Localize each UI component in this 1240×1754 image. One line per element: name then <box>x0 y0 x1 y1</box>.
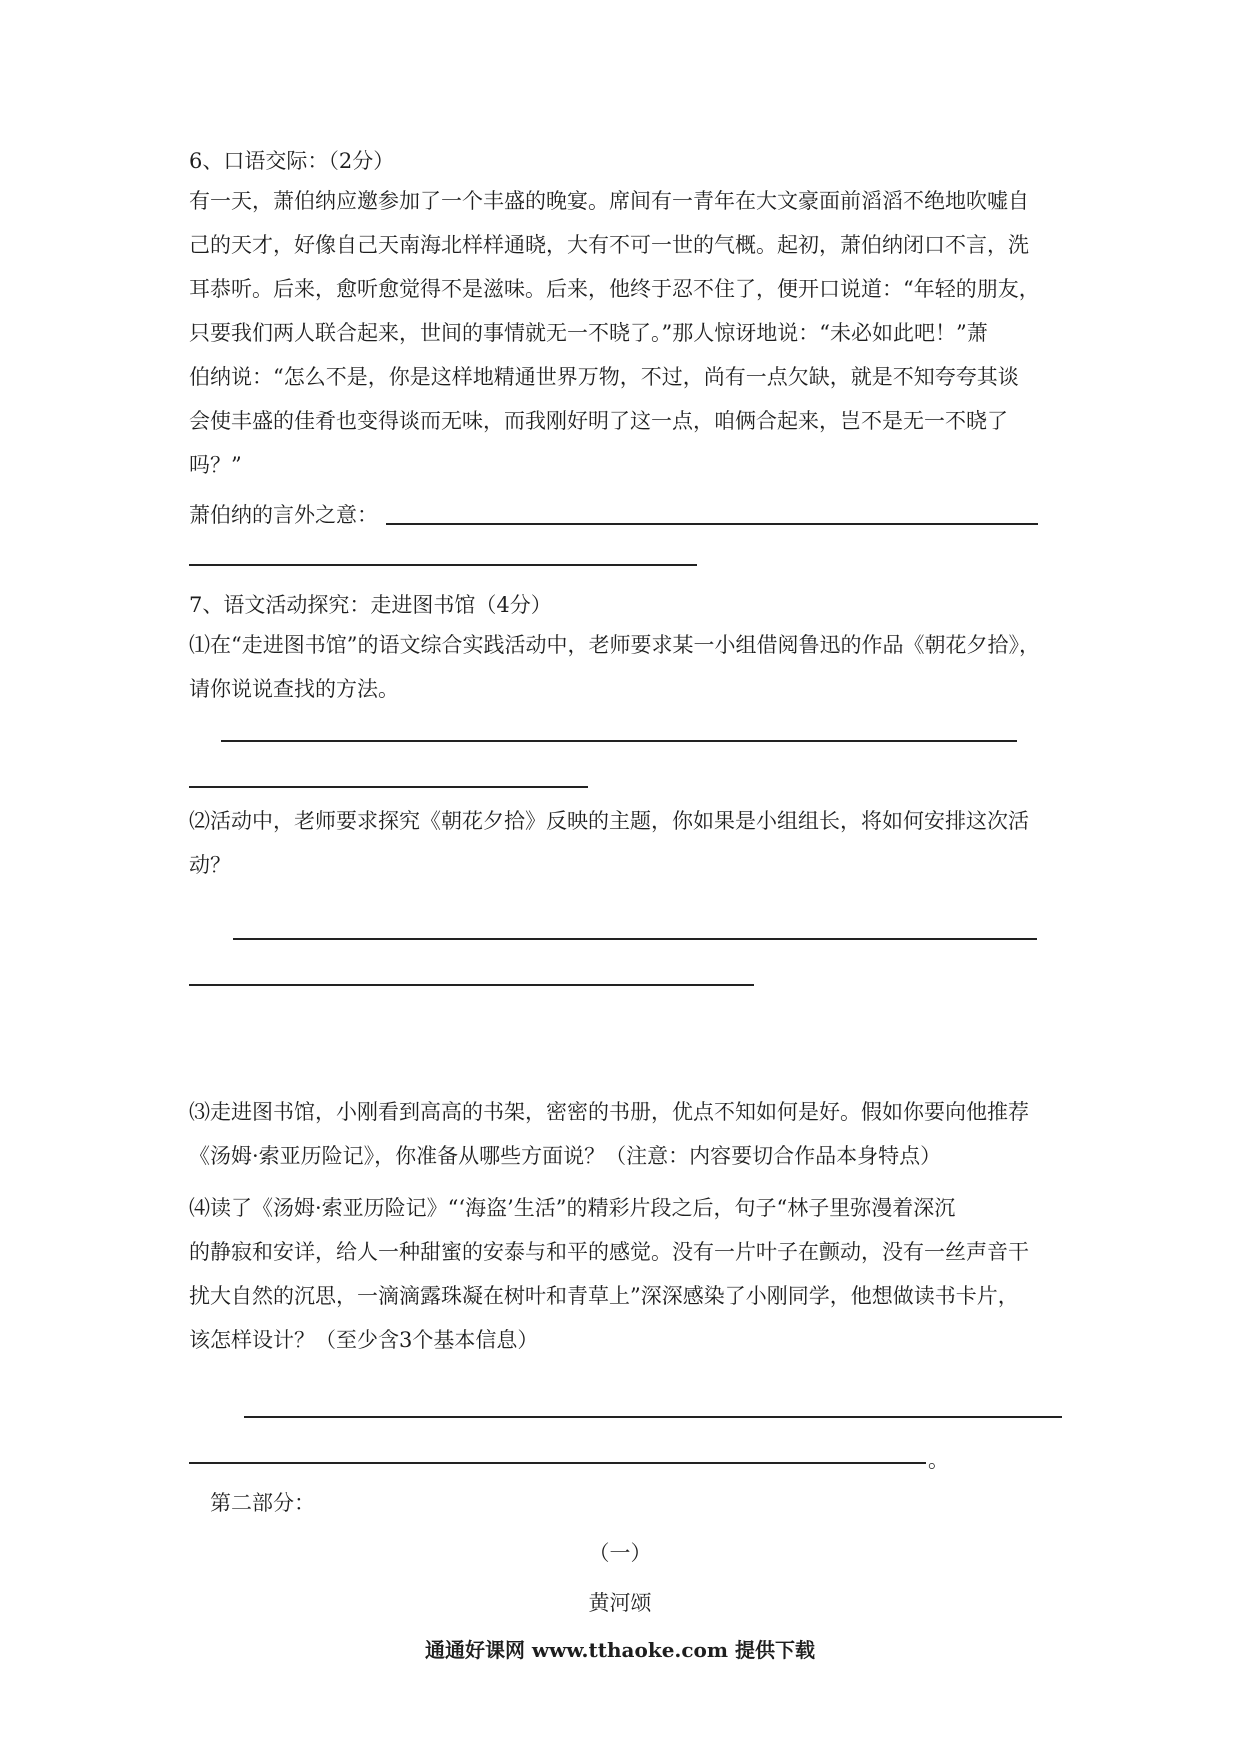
q6-text-line: 有一天，萧伯纳应邀参加了一个丰盛的晚宴。席间有一青年在大文豪面前滔滔不绝地吹嘘自 <box>189 189 1029 213</box>
part2-label: 第二部分： <box>210 1491 315 1515</box>
answer-line[interactable] <box>189 564 697 566</box>
q7-sub3-line: 《汤姆·索亚历险记》，你准备从哪些方面说？（注意：内容要切合作品本身特点） <box>189 1144 942 1168</box>
end-mark: 。 <box>928 1448 949 1472</box>
q7-sub2-line: 动？ <box>189 853 231 877</box>
q6-heading: 6、口语交际：（2分） <box>189 149 395 173</box>
q6-text-line: 己的天才，好像自己天南海北样样通晓，大有不可一世的气概。起初，萧伯纳闭口不言，洗 <box>189 233 1029 257</box>
q6-prompt: 萧伯纳的言外之意： <box>189 503 378 527</box>
q7-sub3-line: ⑶走进图书馆，小刚看到高高的书架，密密的书册，优点不知如何是好。假如你要向他推荐 <box>189 1100 1029 1124</box>
q7-sub4-line: 该怎样设计？（至少含3个基本信息） <box>189 1328 539 1352</box>
q7-sub4-line: 扰大自然的沉思，一滴滴露珠凝在树叶和青草上”深深感染了小刚同学，他想做读书卡片， <box>189 1284 1019 1308</box>
answer-line[interactable] <box>189 1462 926 1464</box>
q7-sub2-line: ⑵活动中，老师要求探究《朝花夕拾》反映的主题，你如果是小组组长，将如何安排这次活 <box>189 809 1029 833</box>
answer-line[interactable] <box>244 1416 1062 1418</box>
section-title: 黄河颂 <box>588 1591 652 1615</box>
q6-text-line: 伯纳说：“怎么不是，你是这样地精通世界万物，不过，尚有一点欠缺，就是不知夸夸其谈 <box>189 365 1019 389</box>
q7-sub4-line: ⑷读了《汤姆·索亚历险记》“‘海盗’生活”的精彩片段之后，句子“林子里弥漫着深沉 <box>189 1196 956 1220</box>
q7-heading: 7、语文活动探究：走进图书馆（4分） <box>189 593 552 617</box>
answer-line[interactable] <box>189 786 588 788</box>
section-number: （一） <box>588 1541 652 1565</box>
answer-line[interactable] <box>189 984 754 986</box>
footer-text: 通通好课网 www.tthaoke.com 提供下载 <box>424 1638 816 1662</box>
q7-sub1-line: ⑴在“走进图书馆”的语文综合实践活动中，老师要求某一小组借阅鲁迅的作品《朝花夕拾》， <box>189 633 1040 657</box>
q7-sub1-line: 请你说说查找的方法。 <box>189 677 399 701</box>
answer-line[interactable] <box>386 523 1038 525</box>
answer-line[interactable] <box>233 938 1037 940</box>
q6-text-line: 会使丰盛的佳肴也变得谈而无味，而我刚好明了这一点，咱俩合起来，岂不是无一不晓了 <box>189 409 1008 433</box>
q6-text-line: 耳恭听。后来，愈听愈觉得不是滋味。后来，他终于忍不住了，便开口说道：“年轻的朋友， <box>189 277 1040 301</box>
q6-text-line: 吗？” <box>189 453 242 477</box>
answer-line[interactable] <box>221 740 1017 742</box>
q7-sub4-line: 的静寂和安详，给人一种甜蜜的安泰与和平的感觉。没有一片叶子在颤动，没有一丝声音干 <box>189 1240 1029 1264</box>
q6-text-line: 只要我们两人联合起来，世间的事情就无一不晓了。”那人惊讶地说：“未必如此吧！”萧 <box>189 321 988 345</box>
